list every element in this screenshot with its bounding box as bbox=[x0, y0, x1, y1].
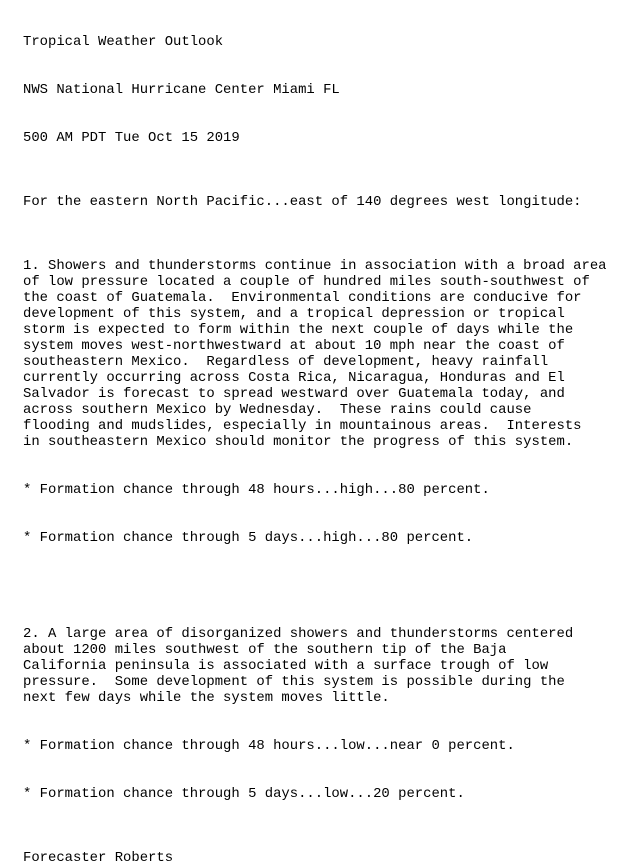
basin-header: For the eastern North Pacific...east of 140 degrees west longitude: bbox=[23, 194, 582, 210]
issuing-office: NWS National Hurricane Center Miami FL bbox=[23, 82, 340, 98]
system-2-section bbox=[23, 594, 619, 834]
system-2-formation-48hr: * Formation chance through 48 hours...low...near 0 percent. bbox=[23, 738, 515, 754]
system-2-discussion: 2. A large area of disorganized showers and thunderstorms centered about 1200 miles southwest of the southern tip of the Baja California peninsula is associated with a surface trough of low pressure. Some development of this system is possible during the next few days while the system moves little. bbox=[23, 626, 574, 706]
product-header bbox=[23, 2, 619, 178]
system-1-formation-5day: * Formation chance through 5 days...high...80 percent. bbox=[23, 530, 474, 546]
system-1-section bbox=[23, 226, 619, 578]
system-1-discussion: 1. Showers and thunderstorms continue in association with a broad area of low pressure located a couple of hundred miles south-southwest of the coast of Guatemala. Environmental conditions are conducive for development of this system, and a tropical depression or tropical storm is expected to form within the next couple of days while the system moves west-northwestward at about 10 mph near the coast of southeastern Mexico. Regardless of development, heavy rainfall currently occurring across Costa Rica, Nicaragua, Honduras and El Salvador is forecast to spread westward over Guatemala today, and across southern Mexico by Wednesday. These rains could cause flooding and mudslides, especially in mountainous areas. Interests in southeastern Mexico should monitor the progress of this system. bbox=[23, 258, 607, 450]
product-title: Tropical Weather Outlook bbox=[23, 34, 224, 50]
forecaster-signature: Forecaster Roberts bbox=[23, 850, 174, 866]
tropical-weather-outlook-document bbox=[23, 2, 619, 866]
system-2-formation-5day: * Formation chance through 5 days...low...20 percent. bbox=[23, 786, 465, 802]
system-1-formation-48hr: * Formation chance through 48 hours...high...80 percent. bbox=[23, 482, 490, 498]
issuance-time: 500 AM PDT Tue Oct 15 2019 bbox=[23, 130, 240, 146]
